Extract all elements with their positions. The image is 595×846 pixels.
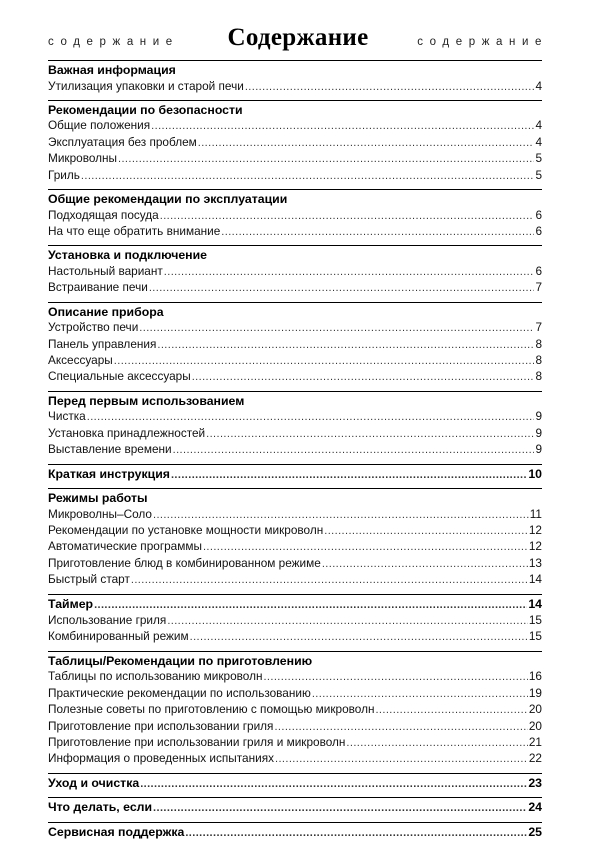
dot-leader (245, 80, 535, 95)
dot-leader (94, 598, 527, 614)
entry-label: На что еще обратить внимание (48, 223, 221, 238)
page-number: 15 (528, 613, 542, 628)
dot-leader (312, 687, 528, 702)
toc-entry[interactable] (48, 702, 542, 718)
section-title-label: Что делать, если (48, 800, 153, 815)
section-title[interactable] (48, 491, 542, 507)
dot-leader (153, 508, 529, 523)
dot-leader (198, 136, 535, 151)
entry-label: Информация о проведенных испытаниях (48, 751, 274, 766)
section-title-label: Общие рекомендации по эксплуатации (48, 192, 288, 207)
toc-entry[interactable] (48, 669, 542, 685)
toc-entry[interactable] (48, 320, 542, 336)
entry-label: Гриль (48, 167, 80, 182)
toc-entry[interactable] (48, 507, 542, 523)
entry-label: Устройство печи (48, 320, 139, 335)
header-right-word: содержание (417, 36, 548, 48)
dot-leader (322, 557, 528, 572)
page-number: 8 (535, 352, 542, 367)
toc-entry[interactable] (48, 264, 542, 280)
section-title[interactable] (48, 394, 542, 410)
section-title-label: Важная информация (48, 63, 176, 77)
toc-entry[interactable] (48, 629, 542, 645)
toc-entry[interactable] (48, 353, 542, 369)
entry-label: Эксплуатация без проблем (48, 134, 197, 149)
toc-entry[interactable] (48, 409, 542, 425)
page-number: 16 (528, 669, 542, 684)
dot-leader (185, 826, 527, 842)
table-of-contents (48, 60, 542, 846)
dot-leader (275, 752, 528, 767)
dot-leader (164, 265, 535, 280)
page-number: 13 (528, 555, 542, 570)
page-number: 6 (535, 207, 542, 222)
toc-entry[interactable] (48, 79, 542, 95)
dot-leader (173, 443, 535, 458)
page-number: 19 (528, 685, 542, 700)
toc-section (48, 60, 542, 100)
toc-entry[interactable] (48, 613, 542, 629)
page-number: 12 (528, 522, 542, 537)
page-number: 5 (535, 167, 542, 182)
toc-entry[interactable] (48, 426, 542, 442)
entry-label: Специальные аксессуары (48, 369, 191, 384)
section-title-label: Режимы работы (48, 491, 148, 505)
toc-entry[interactable] (48, 523, 542, 539)
page-number: 7 (535, 280, 542, 295)
page-number: 12 (528, 539, 542, 554)
toc-section (48, 100, 542, 189)
page-number: 23 (528, 775, 542, 790)
entry-label: Утилизация упаковки и старой печи (48, 78, 244, 93)
entry-label: Полезные советы по приготовлению с помощью микроволн (48, 702, 375, 717)
header-left-word: содержание (48, 36, 179, 48)
page-number: 8 (535, 336, 542, 351)
entry-label: Чистка (48, 409, 86, 424)
entry-label: Автоматические программы (48, 539, 202, 554)
page-number: 6 (535, 223, 542, 238)
page-number: 14 (528, 572, 542, 587)
toc-section (48, 822, 542, 846)
section-title[interactable] (48, 800, 542, 817)
toc-entry[interactable] (48, 151, 542, 167)
section-title[interactable] (48, 654, 542, 670)
entry-label: Выставление времени (48, 442, 172, 457)
page-number: 11 (529, 506, 542, 521)
entry-label: Панель управления (48, 336, 157, 351)
toc-entry[interactable] (48, 135, 542, 151)
dot-leader (153, 801, 527, 817)
page-number: 4 (535, 118, 542, 133)
entry-label: Комбинированный режим (48, 629, 189, 644)
page-number: 9 (535, 409, 542, 424)
toc-section (48, 245, 542, 301)
entry-label: Подходящая посуда (48, 207, 159, 222)
page-number: 7 (535, 320, 542, 335)
section-title[interactable] (48, 305, 542, 321)
page-number: 15 (528, 629, 542, 644)
dot-leader (160, 209, 535, 224)
dot-leader (157, 338, 534, 353)
page-number: 9 (535, 442, 542, 457)
dot-leader (87, 410, 535, 425)
section-title-label: Таблицы/Рекомендации по приготовлению (48, 653, 313, 668)
entry-label: Микроволны (48, 151, 118, 166)
dot-leader (140, 777, 527, 793)
entry-label: Приготовление при использовании гриля и микроволн (48, 734, 346, 749)
toc-section (48, 773, 542, 798)
entry-label: Быстрый старт (48, 572, 130, 587)
section-title[interactable] (48, 248, 542, 264)
section-title[interactable] (48, 192, 542, 208)
page-header (48, 24, 548, 54)
section-title[interactable] (48, 776, 542, 793)
toc-entry[interactable] (48, 539, 542, 555)
page-number: 21 (528, 734, 542, 749)
section-title[interactable] (48, 63, 542, 79)
entry-label: Практические рекомендации по использованию (48, 685, 311, 700)
dot-leader (81, 169, 535, 184)
dot-leader (118, 152, 534, 167)
toc-entry[interactable] (48, 556, 542, 572)
dot-leader (139, 321, 534, 336)
toc-section (48, 464, 542, 489)
page-number: 9 (535, 425, 542, 440)
dot-leader (324, 524, 528, 539)
dot-leader (151, 119, 534, 134)
section-title-label: Описание прибора (48, 304, 164, 319)
toc-entry[interactable] (48, 751, 542, 767)
toc-section (48, 594, 542, 651)
entry-label: Аксессуары (48, 352, 113, 367)
entry-label: Рекомендации по установке мощности микроволн (48, 522, 324, 537)
page-number: 5 (535, 151, 542, 166)
dot-leader (203, 540, 528, 555)
section-title[interactable] (48, 103, 542, 119)
section-title-label: Уход и очистка (48, 775, 140, 790)
toc-section (48, 651, 542, 773)
section-title-label: Таймер (48, 596, 94, 611)
page-number: 6 (535, 263, 542, 278)
toc-section (48, 488, 542, 594)
dot-leader (346, 736, 527, 751)
entry-label: Приготовление при использовании гриля (48, 718, 274, 733)
section-title-label: Установка и подключение (48, 248, 207, 263)
dot-leader (221, 225, 534, 240)
page-number: 25 (528, 824, 542, 839)
page-number: 22 (528, 751, 542, 766)
page-number: 10 (528, 466, 542, 481)
section-title[interactable] (48, 825, 542, 842)
dot-leader (190, 630, 528, 645)
entry-label: Установка принадлежностей (48, 425, 206, 440)
page-number: 20 (528, 702, 542, 717)
toc-entry[interactable] (48, 208, 542, 224)
entry-label: Таблицы по использованию микроволн (48, 669, 263, 684)
toc-entry[interactable] (48, 735, 542, 751)
toc-entry[interactable] (48, 369, 542, 385)
toc-section (48, 302, 542, 391)
dot-leader (375, 703, 527, 718)
entry-label: Настольный вариант (48, 263, 163, 278)
section-title-label: Рекомендации по безопасности (48, 102, 243, 117)
page-number: 4 (535, 134, 542, 149)
dot-leader (263, 670, 527, 685)
toc-section (48, 189, 542, 245)
toc-entry[interactable] (48, 719, 542, 735)
page-title: Содержание (227, 24, 369, 51)
toc-entry[interactable] (48, 118, 542, 134)
toc-section (48, 797, 542, 822)
toc-entry[interactable] (48, 686, 542, 702)
dot-leader (192, 370, 535, 385)
section-title[interactable] (48, 467, 542, 484)
entry-label: Использование гриля (48, 613, 167, 628)
section-title-label: Сервисная поддержка (48, 824, 185, 839)
toc-entry[interactable] (48, 572, 542, 588)
dot-leader (149, 281, 535, 296)
entry-label: Приготовление блюд в комбинированном режиме (48, 555, 321, 570)
section-title-label: Краткая инструкция (48, 466, 170, 481)
toc-entry[interactable] (48, 224, 542, 240)
toc-entry[interactable] (48, 280, 542, 296)
dot-leader (114, 354, 535, 369)
entry-label: Микроволны–Соло (48, 506, 152, 521)
toc-section (48, 391, 542, 464)
dot-leader (206, 427, 534, 442)
entry-label: Общие положения (48, 118, 151, 133)
toc-entry[interactable] (48, 442, 542, 458)
page-number: 20 (528, 718, 542, 733)
toc-entry[interactable] (48, 168, 542, 184)
page-number: 4 (535, 78, 542, 93)
page-number: 14 (528, 596, 542, 611)
section-title-label: Перед первым использованием (48, 393, 245, 408)
page-number: 24 (528, 800, 542, 815)
dot-leader (167, 614, 528, 629)
dot-leader (131, 573, 528, 588)
dot-leader (274, 720, 527, 735)
section-title[interactable] (48, 597, 542, 614)
page-number: 8 (535, 369, 542, 384)
toc-entry[interactable] (48, 337, 542, 353)
entry-label: Встраивание печи (48, 280, 148, 295)
dot-leader (171, 468, 527, 484)
